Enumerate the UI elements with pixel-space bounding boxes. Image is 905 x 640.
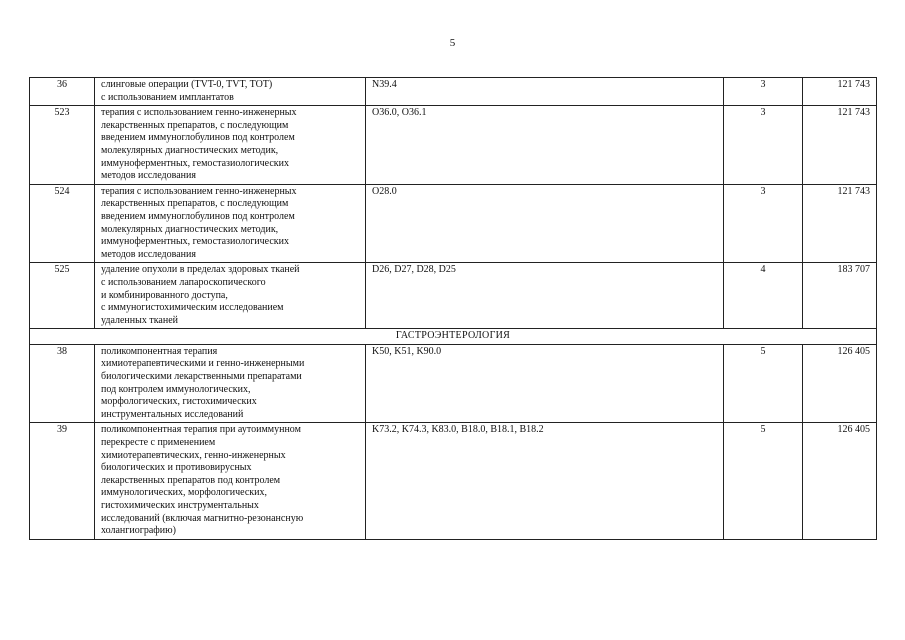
description-line: морфологических, гистохимических: [101, 396, 257, 408]
description-line: гистохимических инструментальных: [101, 500, 259, 511]
row-number-cell: 36: [30, 78, 95, 106]
cost-cell: 121 743: [803, 184, 877, 263]
table-row: [30, 263, 877, 329]
cost-cell: 126 405: [803, 344, 877, 423]
group-cell: 3: [724, 78, 803, 106]
description-cell: [95, 184, 366, 263]
description-line: иммуноферментных, гемостазиологических: [101, 157, 290, 169]
procedures-table: [29, 77, 877, 540]
cost-cell: 126 405: [803, 423, 877, 539]
description-line: холангиографию): [101, 525, 176, 537]
description-cell: [95, 106, 366, 185]
table-row: [30, 423, 877, 539]
diagnosis-codes-cell: N39.4: [366, 78, 724, 106]
diagnosis-codes-cell: O28.0: [366, 184, 724, 263]
section-header-row: [30, 329, 877, 345]
description-line: методов исследования: [101, 248, 196, 260]
cost-cell: 121 743: [803, 106, 877, 185]
description-line: введением иммуноглобулинов под контролем: [101, 210, 295, 222]
description-line: лекарственных препаратов, с последующим: [101, 119, 289, 131]
group-cell: 4: [724, 263, 803, 329]
page-number: 5: [449, 37, 456, 49]
description-line: иммунологических, морфологических,: [101, 487, 268, 499]
description-line: инструментальных исследований: [101, 408, 244, 420]
description-line: поликомпонентная терапия при аутоиммунном: [101, 424, 301, 436]
diagnosis-codes-cell: O36.0, O36.1: [366, 106, 724, 185]
cost-cell: 121 743: [803, 78, 877, 106]
description-line: иммуноферментных, гемостазиологических: [101, 236, 290, 248]
group-cell: 5: [724, 344, 803, 423]
description-line: химиотерапевтических, генно-инженерных: [101, 449, 286, 461]
description-cell: [95, 344, 366, 423]
description-line: химиотерапевтическими и генно-инженерными: [101, 358, 305, 370]
row-number-cell: 525: [30, 263, 95, 329]
group-cell: 3: [724, 106, 803, 185]
description-line: молекулярных диагностических методик,: [101, 144, 279, 156]
description-line: с использованием лапароскопического: [101, 276, 266, 288]
description-line: биологических и противовирусных: [101, 462, 252, 474]
description-line: с иммуногистохимическим исследованием: [101, 302, 284, 314]
row-number-cell: 39: [30, 423, 95, 539]
row-number-cell: 38: [30, 344, 95, 423]
description-cell: [95, 423, 366, 539]
diagnosis-codes-cell: D26, D27, D28, D25: [366, 263, 724, 329]
description-line: перекресте с применением: [101, 437, 216, 449]
description-line: терапия с использованием генно-инженерных: [101, 107, 297, 119]
description-line: под контролем иммунологических,: [101, 383, 251, 395]
diagnosis-codes-cell: K73.2, K74.3, K83.0, B18.0, B18.1, B18.2: [366, 423, 724, 539]
cost-cell: 183 707: [803, 263, 877, 329]
description-line: удаленных тканей: [101, 314, 178, 326]
table-body: [30, 78, 877, 540]
description-line: терапия с использованием генно-инженерных: [101, 185, 297, 197]
description-line: методов исследования: [101, 170, 196, 182]
diagnosis-codes-cell: K50, K51, K90.0: [366, 344, 724, 423]
description-line: и комбинированного доступа,: [101, 289, 228, 301]
table-row: [30, 78, 877, 106]
description-line: слинговые операции (TVT-0, TVT, TOT): [101, 79, 273, 90]
table-row: [30, 184, 877, 263]
row-number-cell: 524: [30, 184, 95, 263]
description-cell: [95, 263, 366, 329]
description-line: исследований (включая магнитно-резонансную: [101, 512, 304, 524]
description-line: лекарственных препаратов, с последующим: [101, 198, 289, 210]
row-number-cell: 523: [30, 106, 95, 185]
description-line: с использованием имплантатов: [101, 91, 234, 103]
description-line: введением иммуноглобулинов под контролем: [101, 132, 295, 144]
description-line: молекулярных диагностических методик,: [101, 223, 279, 235]
section-title: ГАСТРОЭНТЕРОЛОГИЯ: [30, 329, 877, 345]
description-cell: [95, 78, 366, 106]
table-row: [30, 344, 877, 423]
group-cell: 3: [724, 184, 803, 263]
description-line: лекарственных препаратов под контролем: [101, 474, 281, 486]
group-cell: 5: [724, 423, 803, 539]
description-line: поликомпонентная терапия: [101, 345, 218, 357]
table-row: [30, 106, 877, 185]
description-line: биологическими лекарственными препаратами: [101, 371, 302, 383]
description-line: удаление опухоли в пределах здоровых тканей: [101, 264, 300, 276]
